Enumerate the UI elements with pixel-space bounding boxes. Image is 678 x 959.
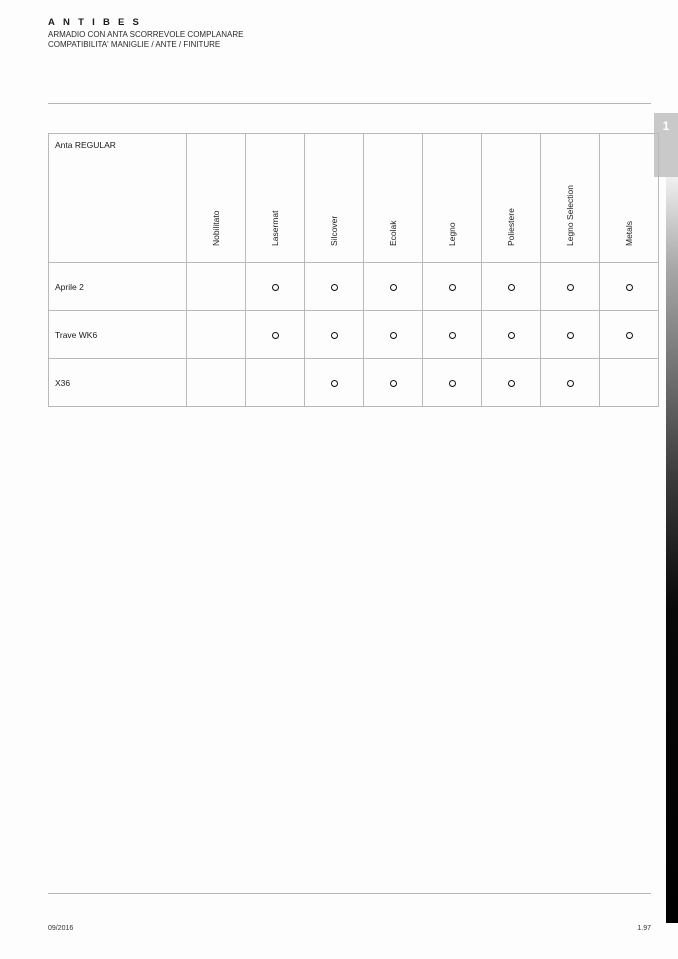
column-header (305, 134, 364, 263)
row-label: Trave WK6 (49, 311, 187, 359)
compatible-circle-icon (449, 332, 456, 339)
brand-title: ANTIBES (48, 17, 148, 28)
bottom-divider (48, 893, 651, 894)
table-cell (482, 311, 541, 359)
compatible-circle-icon (567, 332, 574, 339)
table-cell (187, 263, 246, 311)
compatible-circle-icon (626, 284, 633, 291)
compatible-circle-icon (508, 380, 515, 387)
table-cell (364, 311, 423, 359)
table-cell (541, 311, 600, 359)
compatible-circle-icon (331, 380, 338, 387)
compatible-circle-icon (449, 284, 456, 291)
compatible-circle-icon (390, 332, 397, 339)
column-header-label: Poliestere (506, 208, 516, 246)
document-section-title: COMPATIBILITA' MANIGLIE / ANTE / FINITURE (48, 40, 221, 49)
table-cell (600, 359, 659, 407)
table-cell (187, 311, 246, 359)
compatible-circle-icon (626, 332, 633, 339)
document-subtitle: ARMADIO CON ANTA SCORREVOLE COMPLANARE (48, 30, 244, 39)
table-header-row (49, 134, 659, 263)
compatible-circle-icon (331, 332, 338, 339)
table-cell (187, 359, 246, 407)
table-cell (541, 359, 600, 407)
table-cell (600, 263, 659, 311)
compatible-circle-icon (567, 284, 574, 291)
column-header-label: Ecolak (388, 220, 398, 246)
column-header (482, 134, 541, 263)
table-body (49, 263, 659, 407)
table-cell (305, 263, 364, 311)
column-header-label: Silcover (329, 215, 339, 246)
compatible-circle-icon (449, 380, 456, 387)
table-row (49, 359, 659, 407)
table-cell (423, 263, 482, 311)
column-header (187, 134, 246, 263)
compatible-circle-icon (272, 284, 279, 291)
table-cell (364, 359, 423, 407)
compatible-circle-icon (272, 332, 279, 339)
column-header-label: Metals (624, 220, 634, 246)
compatible-circle-icon (508, 284, 515, 291)
row-label: Aprile 2 (49, 263, 187, 311)
table-cell (305, 359, 364, 407)
table-cell (246, 359, 305, 407)
table-corner-label: Anta REGULAR (49, 134, 187, 263)
table-cell (482, 359, 541, 407)
top-divider (48, 103, 651, 104)
table-row (49, 263, 659, 311)
compatible-circle-icon (508, 332, 515, 339)
column-header (246, 134, 305, 263)
compatibility-table (48, 133, 659, 407)
column-header-label: Nobilitato (211, 210, 221, 246)
table-cell (600, 311, 659, 359)
compatible-circle-icon (390, 380, 397, 387)
column-header-label: Legno (447, 222, 457, 246)
column-header (541, 134, 600, 263)
table-cell (541, 263, 600, 311)
row-label: X36 (49, 359, 187, 407)
side-gradient-bar (666, 177, 678, 923)
table-cell (246, 311, 305, 359)
compatible-circle-icon (567, 380, 574, 387)
table-cell (364, 263, 423, 311)
table-cell (423, 359, 482, 407)
table-cell (423, 311, 482, 359)
column-header (423, 134, 482, 263)
compatible-circle-icon (331, 284, 338, 291)
column-header (364, 134, 423, 263)
table-row (49, 311, 659, 359)
compatible-circle-icon (390, 284, 397, 291)
footer-date: 09/2016 (48, 925, 74, 932)
table-cell (305, 311, 364, 359)
section-tab: 1 (654, 113, 678, 177)
footer-page-number: 1.97 (637, 925, 651, 932)
table-cell (482, 263, 541, 311)
column-header-label: Legno Selection (565, 185, 575, 246)
column-header-label: Lasermat (270, 210, 280, 246)
column-header (600, 134, 659, 263)
table-cell (246, 263, 305, 311)
